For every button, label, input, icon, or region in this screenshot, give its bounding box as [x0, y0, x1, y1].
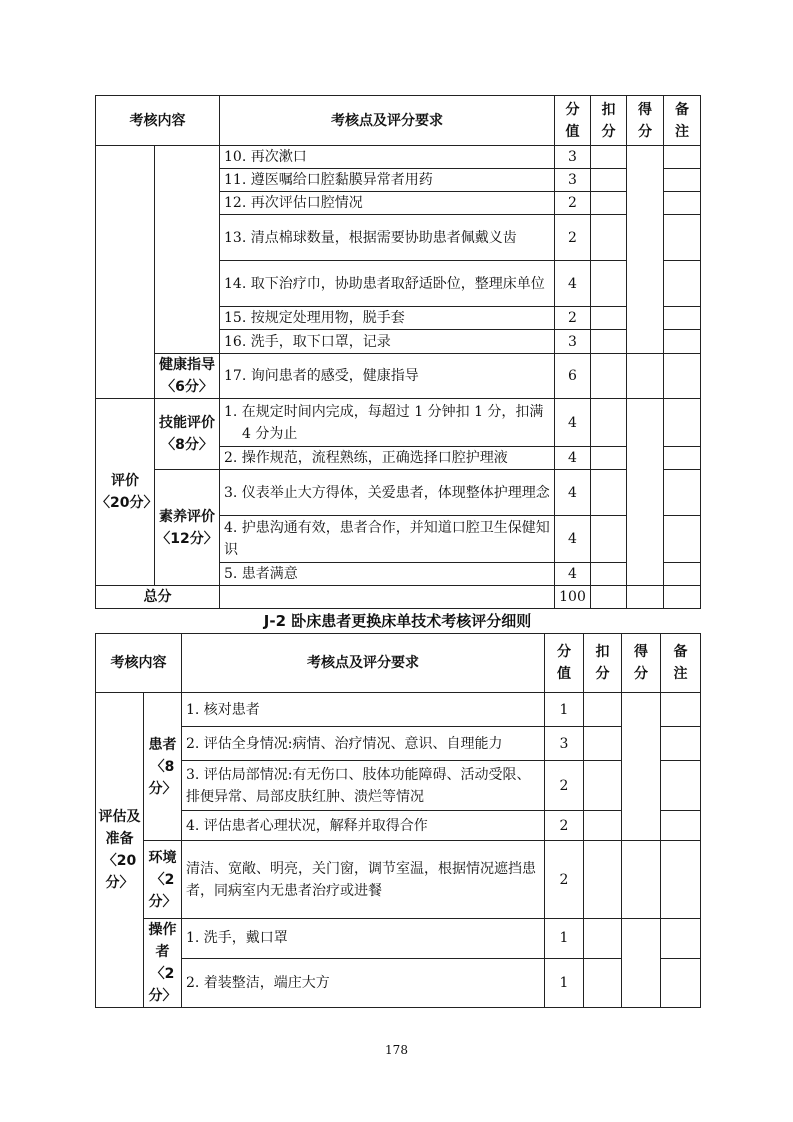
header-points: 考核点及评分要求 — [182, 634, 545, 693]
section-title: J-2 卧床患者更换床单技术考核评分细则 — [263, 612, 532, 630]
note-cell — [664, 563, 701, 586]
item-text: 16. 洗手，取下口罩，记录 — [220, 330, 555, 354]
note-cell — [664, 330, 701, 354]
note-cell — [664, 261, 701, 307]
item-text: 5. 患者满意 — [220, 563, 555, 586]
item-score: 4 — [555, 261, 591, 307]
item-score: 4 — [555, 447, 591, 470]
note-cell — [661, 693, 701, 727]
item-score: 4 — [555, 470, 591, 516]
note-cell — [661, 761, 701, 811]
got-cell — [627, 586, 664, 609]
item-score: 1 — [545, 693, 584, 727]
item-text: 2. 评估全身情况:病情、治疗情况、意识、自理能力 — [182, 727, 545, 761]
item-score: 2 — [555, 215, 591, 261]
item-score: 4 — [555, 563, 591, 586]
item-text: 1. 核对患者 — [182, 693, 545, 727]
item-text: 3. 仪表举止大方得体，关爱患者，体现整体护理理念 — [220, 470, 555, 516]
item-text: 1. 洗手，戴口罩 — [182, 919, 545, 959]
got-cell — [622, 841, 661, 919]
deduct-cell — [591, 354, 627, 399]
deduct-cell — [591, 516, 627, 563]
deduct-cell — [591, 146, 627, 169]
item-text: 清洁、宽敞、明亮，关门窗，调节室温，根据情况遮挡患者，同病室内无患者治疗或进餐 — [182, 841, 545, 919]
deduct-cell — [591, 330, 627, 354]
header-deduct: 扣 分 — [584, 634, 622, 693]
deduct-cell — [591, 261, 627, 307]
deduct-cell — [591, 470, 627, 516]
item-score: 3 — [555, 146, 591, 169]
item-text: 17. 询问患者的感受，健康指导 — [220, 354, 555, 399]
bed-linen-scoring-table — [95, 633, 701, 1008]
note-cell — [664, 146, 701, 169]
item-score: 4 — [555, 516, 591, 563]
deduct-cell — [591, 447, 627, 470]
page-number: 178 — [385, 1043, 408, 1057]
header-got: 得 分 — [622, 634, 661, 693]
deduct-cell — [591, 169, 627, 192]
note-cell — [664, 516, 701, 563]
item-score: 2 — [545, 811, 584, 841]
deduct-cell — [591, 192, 627, 215]
item-text: 14. 取下治疗巾，协助患者取舒适卧位，整理床单位 — [220, 261, 555, 307]
environment-label: 环境 〈2 分〉 — [144, 841, 182, 919]
skill-eval-label: 技能评价 〈8分〉 — [155, 399, 220, 470]
operator-label: 操作 者〈2 分〉 — [144, 919, 182, 1008]
health-guidance-label: 健康指导 〈6分〉 — [155, 354, 220, 399]
item-text: 12. 再次评估口腔情况 — [220, 192, 555, 215]
header-points: 考核点及评分要求 — [220, 96, 555, 146]
deduct-cell — [591, 307, 627, 330]
header-score: 分 值 — [545, 634, 584, 693]
section-cell-blank — [96, 146, 155, 399]
deduct-cell — [584, 811, 622, 841]
deduct-cell — [584, 693, 622, 727]
deduct-cell — [591, 563, 627, 586]
note-cell — [661, 727, 701, 761]
header-content: 考核内容 — [96, 634, 182, 693]
item-score: 3 — [555, 330, 591, 354]
total-value: 100 — [555, 586, 591, 609]
item-score: 1 — [545, 958, 584, 1007]
scoring-table-continued — [95, 95, 701, 609]
got-cell — [627, 399, 664, 586]
got-cell — [627, 354, 664, 399]
item-text: 11. 遵医嘱给口腔黏膜异常者用药 — [220, 169, 555, 192]
header-content: 考核内容 — [96, 96, 220, 146]
item-score: 3 — [545, 727, 584, 761]
header-score: 分 值 — [555, 96, 591, 146]
deduct-cell — [584, 919, 622, 959]
note-cell — [664, 586, 701, 609]
got-cell — [622, 919, 661, 1008]
quality-eval-label: 素养评价 〈12分〉 — [155, 470, 220, 586]
item-score: 2 — [555, 307, 591, 330]
header-note: 备 注 — [661, 634, 701, 693]
item-text: 4. 评估患者心理状况，解释并取得合作 — [182, 811, 545, 841]
item-text: 2. 着装整洁，端庄大方 — [182, 958, 545, 1007]
assessment-prep-label: 评估及 准备 〈20 分〉 — [96, 693, 144, 1008]
note-cell — [664, 399, 701, 447]
deduct-cell — [591, 399, 627, 447]
note-cell — [664, 470, 701, 516]
deduct-cell — [591, 586, 627, 609]
note-cell — [661, 958, 701, 1007]
deduct-cell — [584, 958, 622, 1007]
deduct-cell — [584, 727, 622, 761]
header-note: 备 注 — [664, 96, 701, 146]
item-score: 1 — [545, 919, 584, 959]
item-score: 6 — [555, 354, 591, 399]
evaluation-label: 评价 〈20分〉 — [96, 399, 155, 586]
note-cell — [664, 307, 701, 330]
item-text: 3. 评估局部情况:有无伤口、肢体功能障碍、活动受限、排便异常、局部皮肤红肿、溃烂等情况 — [182, 761, 545, 811]
got-cell — [627, 146, 664, 354]
item-score: 2 — [545, 841, 584, 919]
item-text: 10. 再次漱口 — [220, 146, 555, 169]
item-text: 4. 护患沟通有效，患者合作，并知道口腔卫生保健知识 — [220, 516, 555, 563]
header-deduct: 扣 分 — [591, 96, 627, 146]
item-text: 2. 操作规范，流程熟练，正确选择口腔护理液 — [220, 447, 555, 470]
note-cell — [664, 169, 701, 192]
total-blank — [220, 586, 555, 609]
header-got: 得 分 — [627, 96, 664, 146]
got-cell — [622, 693, 661, 841]
note-cell — [664, 215, 701, 261]
note-cell — [664, 354, 701, 399]
deduct-cell — [584, 841, 622, 919]
deduct-cell — [584, 761, 622, 811]
item-score: 2 — [555, 192, 591, 215]
total-label: 总分 — [96, 586, 220, 609]
item-score: 2 — [545, 761, 584, 811]
note-cell — [664, 447, 701, 470]
subsection-cell-blank — [155, 146, 220, 354]
note-cell — [661, 841, 701, 919]
item-score: 4 — [555, 399, 591, 447]
item-text: 1. 在规定时间内完成，每超过 1 分钟扣 1 分，扣满 4 分为止 — [220, 399, 555, 447]
item-text: 15. 按规定处理用物，脱手套 — [220, 307, 555, 330]
patient-label: 患者 〈8 分〉 — [144, 693, 182, 841]
note-cell — [661, 919, 701, 959]
deduct-cell — [591, 215, 627, 261]
item-score: 3 — [555, 169, 591, 192]
note-cell — [661, 811, 701, 841]
note-cell — [664, 192, 701, 215]
item-text: 13. 清点棉球数量，根据需要协助患者佩戴义齿 — [220, 215, 555, 261]
